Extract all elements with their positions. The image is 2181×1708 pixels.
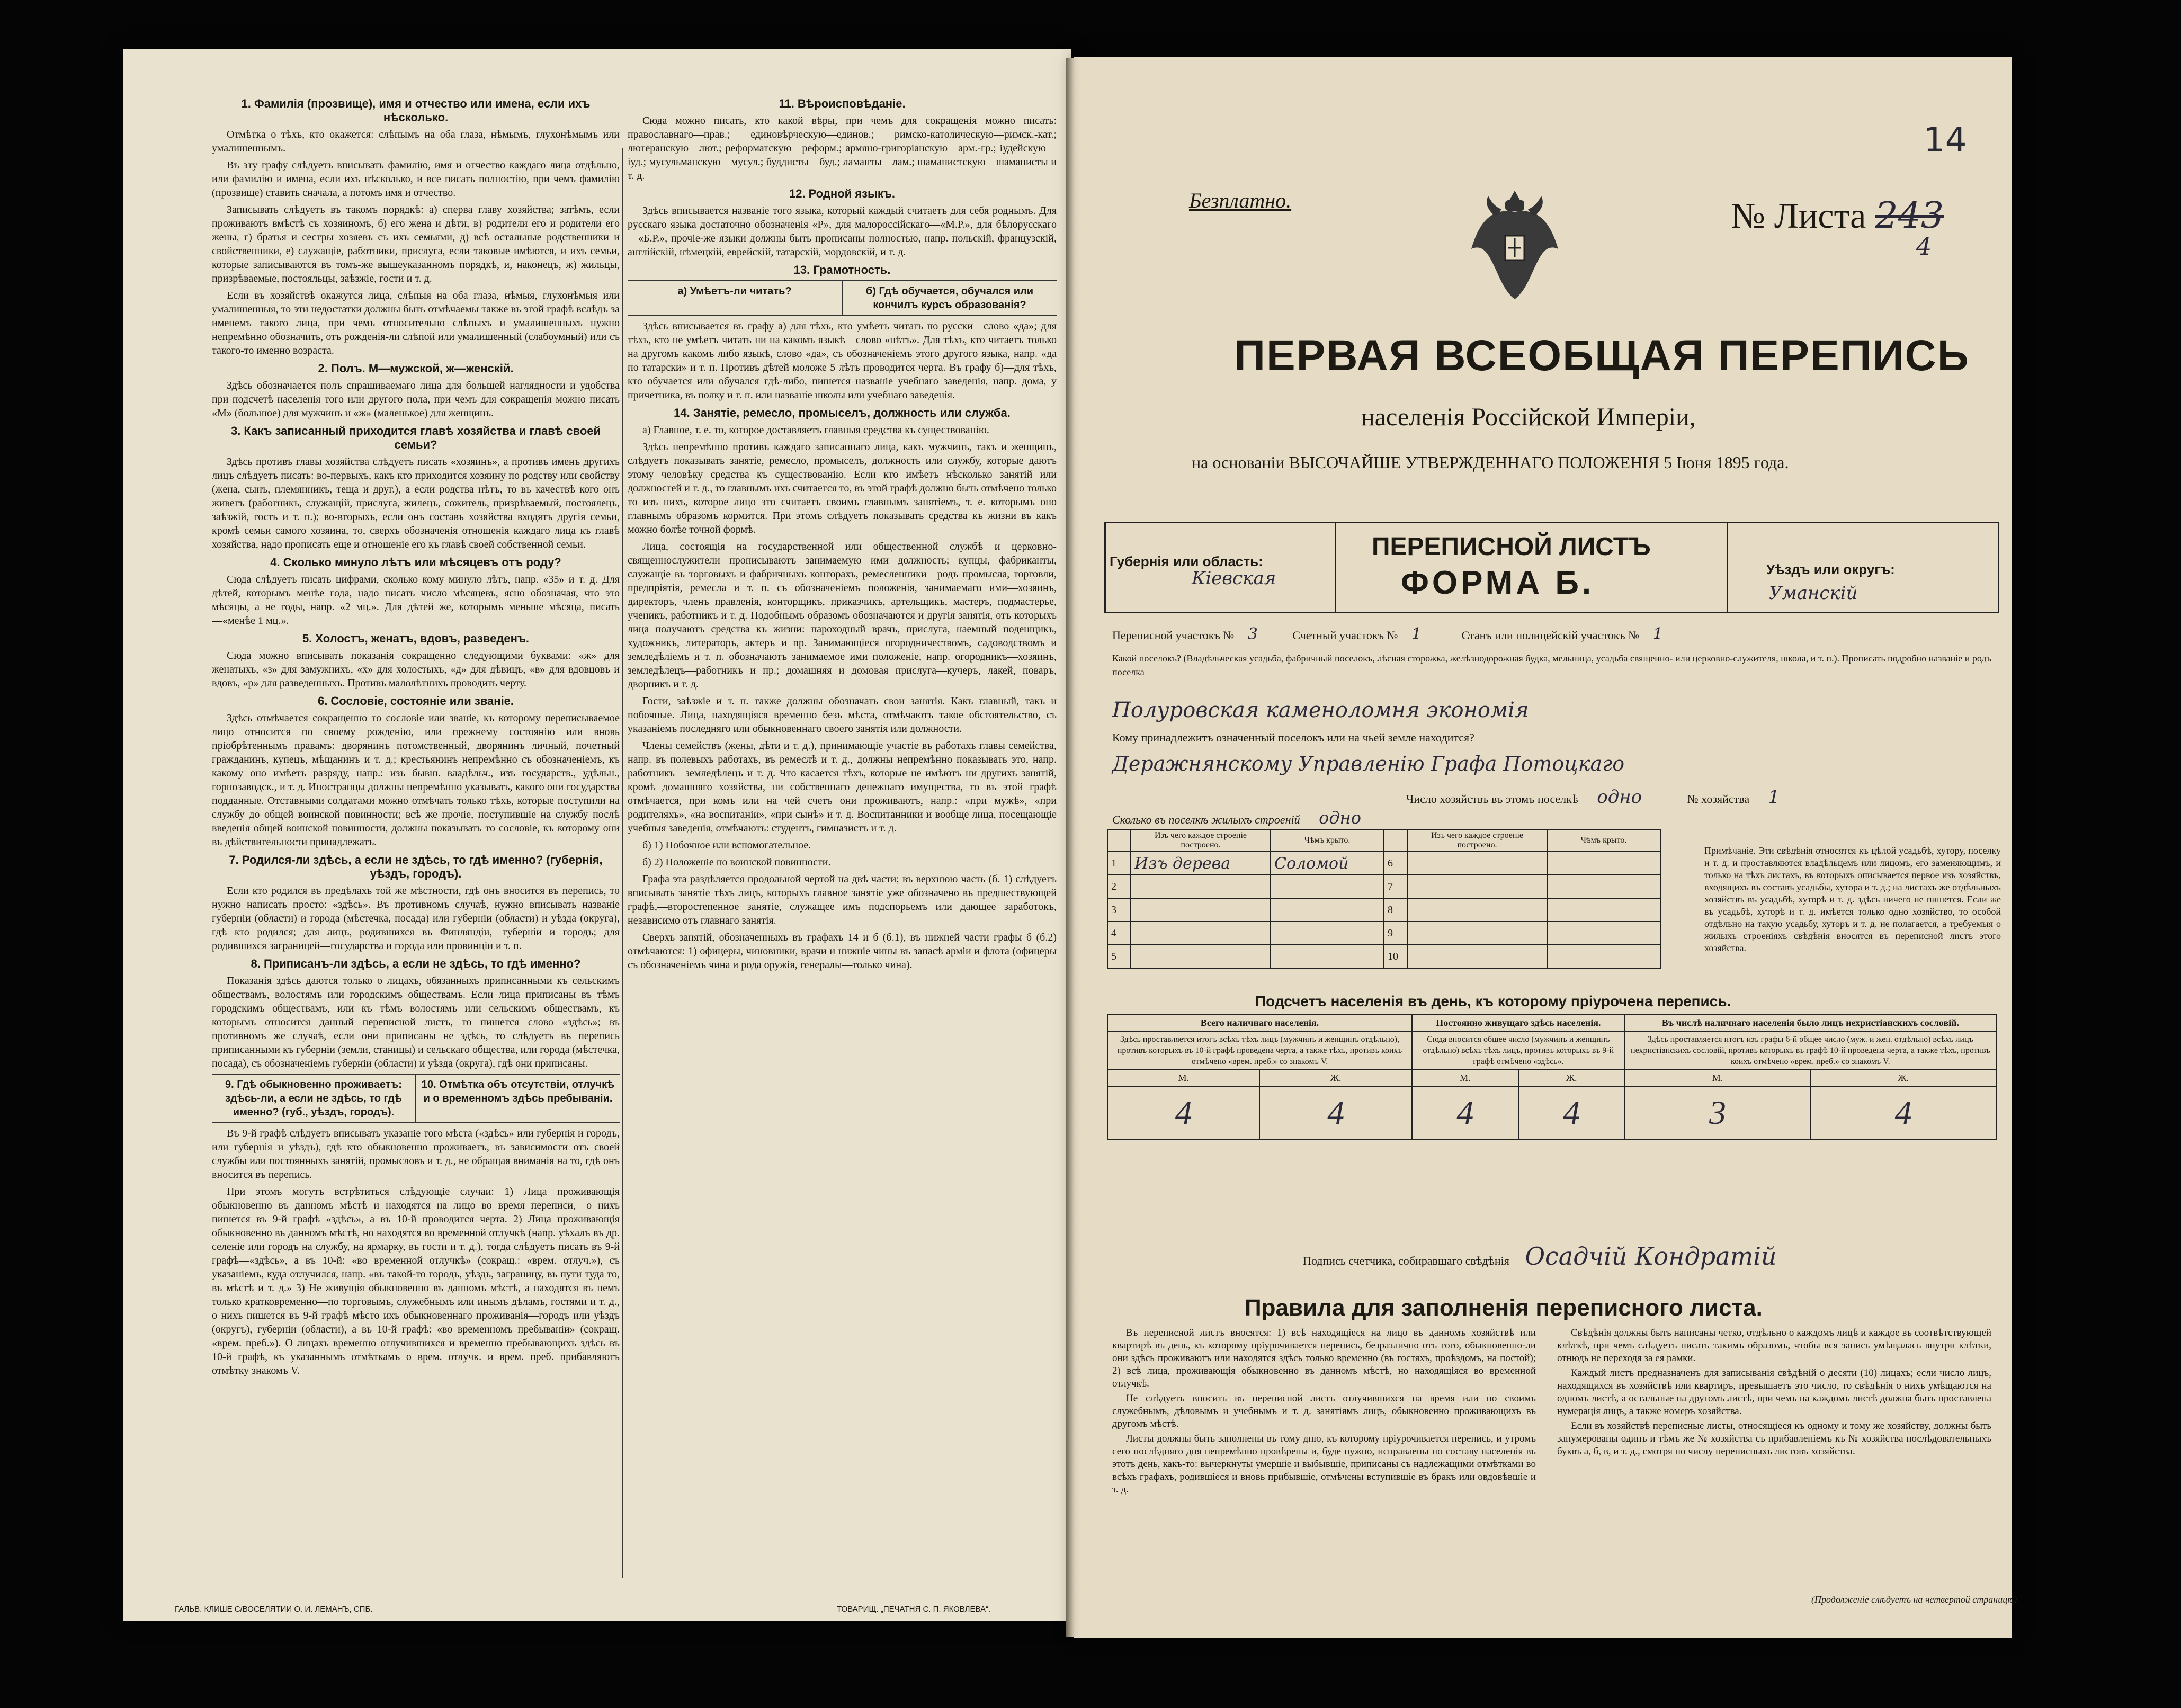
count-female-label: Ж. [1810, 1070, 1996, 1086]
paragraph: б) 1) Побочное или вспомогательное. [642, 839, 811, 851]
enumerator-signature: Осадчій Кондратій [1525, 1242, 1777, 1271]
census-title: ПЕРВАЯ ВСЕОБЩАЯ ПЕРЕПИСЬ [1234, 332, 1970, 380]
count-male-label: М. [1625, 1070, 1811, 1086]
uezd-label: Уѣздъ или округъ: [1766, 561, 1895, 577]
household-number-label: № хозяйства [1687, 792, 1750, 806]
section-heading: 6. Сословіе, состояніе или званіе. [317, 694, 514, 708]
paragraph: а) Главное, т. е. то, которое доставляетъ главныя средства къ существованію. [642, 424, 989, 436]
header-box-left [1104, 522, 1106, 613]
row-number: 6 [1384, 852, 1407, 875]
header-box-top [1104, 522, 1999, 523]
build-col-roof-2: Чѣмъ крыто. [1547, 829, 1660, 852]
paragraph: Въ эту графу слѣдуетъ вписывать фамилію, имя и отчество каждаго лица отдѣльно, или фамилію и имена, если ихъ нѣсколько, и все писать полностію, при чемъ фамилію (прозвище) ставить сначала, а потомъ имя и отчество. [212, 159, 620, 199]
paragraph: Здѣсь противъ главы хозяйства слѣдуетъ писать «хозяинъ», а противъ именъ другихъ лицъ слѣдуетъ писать: во-первыхъ, какъ кто приходится хозяину по родству или свойству (жена, сынъ, племянникъ, теща и друг.), а если родства нѣтъ, то въ качествѣ кого онъ живетъ (работникъ, служащій, прислуга, жилецъ, сожитель, призрѣваемый, постоялецъ, заѣзжій, гость и т. п.); во-вторыхъ, если онъ составъ хозяйства входятъ другія семьи, кромѣ семьи самого хозяина, то, сверхъ обозначенія отношенія каждаго лица къ главѣ хозяйства, надо прописать еще и отношеніе его къ главѣ своей собственной семьи. [212, 456, 620, 550]
paragraph: Записывать слѣдуетъ въ такомъ порядкѣ: а) сперва главу хозяйства; затѣмъ, если проживаютъ вмѣстѣ съ хозяиномъ, б) его жена и дѣти, в) родители его и родители его жены, г) братья и сестры хозяевъ съ ихъ семьями, д) всѣ остальные родственники и свойственники, е) служащіе, работники, прислуга, если таковые имѣются, и ихъ семьи, которые записываются въ томъ-же вышеуказанномъ порядкѣ, и, наконецъ, ж) жильцы, призрѣваемые, постояльцы, заѣзжіе, гости и т. д. [212, 204, 620, 284]
rule-paragraph: Листы должны быть заполнены въ тому дню, къ которому пріурочивается перепись, и утромъ сего послѣдняго дня непремѣнно провѣрены и, буде нужно, исправлены по составу населенія въ этотъ день, какъ-то: вычеркнуты умершіе и выбывшіе, приписаны съ надлежащими отмѣтками во всѣхъ графахъ, родившіеся и вновь прибывшіе, отмѣчены вступившіе въ бракъ или овдовѣвшіе и т. д. [1112, 1433, 1536, 1495]
rule-paragraph: Если въ хозяйствѣ переписные листы, относящіеся къ одному и тому же хозяйству, должны быть занумерованы одинъ и тѣмъ же № хозяйства съ прибавленіемъ къ № хозяйства послѣдовательныхъ буквъ а, б, в, и т. д., смотря по числу переписныхъ листовъ хозяйства. [1557, 1420, 1991, 1457]
paragraph: Если въ хозяйствѣ окажутся лица, слѣпыя на оба глаза, нѣмыя, глухонѣмыя или умалишенныя, то эти недостатки должны быть отмѣчаемы также въ этой графѣ вслѣдъ за именемъ такого лица, при чемъ относительно слѣпыхъ и умалишенныхъ нужно непремѣнно обозначить, отъ рожденія-ли слѣпой или умалишенный (слабоумный) или съ такого-то именно возраста. [212, 290, 620, 356]
paragraph: При этомъ могутъ встрѣтиться слѣдующіе случаи: 1) Лица проживающія обыкновенно въ данномъ мѣстѣ и находятся на лицо во время переписи,—о нихъ пишется въ 9-й графѣ «здѣсь», а въ 10-й проводится черта. 2) Лица проживающія обыкновенно въ данномъ мѣстѣ, но находятся во временной отлучкѣ (напр. уѣхалъ въ др. селеніе или городъ на службу, на ярмарку, въ гости и т. д.), тогда слѣдуетъ писать въ 9-й графѣ—«здѣсь», а въ 10-й: «во временной отлучкѣ» (сокращ.: «врем. отлуч.»), съ указаніемъ, куда отлучился, напр. «въ такой-то городъ, уѣздъ, заграницу, въ пути туда то, въ мѣстѣ и т. д.» 3) Не живущія обыкновенно въ данномъ мѣстѣ, а находятся въ немъ только кратковременно—по торговымъ, служебнымъ или инымъ дѣламъ, гостями и т. д., о нихъ пишется въ 9-й графѣ мѣсто ихъ обыкновеннаго проживанія—городъ или уѣздъ (округъ), губерніи (области), а въ 10-й графѣ: «во временномъ пребываніи» (сокращ. «врем. преб.»). О лицахъ временно отлучившихся и временно пребывающихъ здѣсь въ 10-й графѣ, къ указаннымъ отмѣткамъ о врем. отлучк. и врем. преб. прибавляютъ отмѣтку знакомъ V. [212, 1186, 620, 1376]
item-10-heading: 10. Отмѣтка объ отсутствіи, отлучкѣ и о временномъ здѣсь пребываніи. [415, 1075, 620, 1122]
census-subtitle: населенія Россійской Имперіи, [1361, 403, 1696, 431]
paragraph: Въ 9-й графѣ слѣдуетъ вписывать указаніе того мѣста («здѣсь» или губернія и городъ, или губернія и уѣздъ), гдѣ кто обыкновенно проживаетъ, въ зависимости отъ своей службы или постоянныхъ занятій, промысловъ и т. д., не обращая вниманія на то, гдѣ онъ вносится въ перепись. [212, 1128, 620, 1181]
count-male-label: М. [1412, 1070, 1518, 1086]
build-col-material-2: Изъ чего каждое строеніе построено. [1407, 829, 1547, 852]
row-number: 7 [1384, 875, 1407, 898]
sheet-number [1731, 195, 1944, 237]
section-heading: 7. Родился-ли здѣсь, а если не здѣсь, то гдѣ именно? (губернія, уѣздъ, городъ). [229, 853, 603, 880]
building-material: Изъ дерева [1131, 852, 1271, 875]
count-value: 3 [1625, 1086, 1811, 1139]
paragraph: Здѣсь вписывается названіе того языка, который каждый считаетъ для себя роднымъ. Для русскаго языка достаточно обозначенія «Р», для малороссійскаго—«М.Р.», для бѣлорусскаго—«Б.Р.», прочіе-же языки должны быть прописаны полностью, напр. польскій, французскій, англійскій, нѣмецкій, еврейскій, татарскій, мордовскій, и т. д. [628, 205, 1057, 258]
paragraph: Сверхъ занятій, обозначенныхъ въ графахъ 14 и б (б.1), въ нижней части графы б (б.2) отмѣчаются: 1) офицеры, чиновники, врачи и нижніе чины въ запасѣ арміи и флота (офицеры съ обозначеніемъ чина и рода оружія, генералы—только чина). [628, 932, 1057, 971]
rule-paragraph: Каждый листъ предназначенъ для записыванія свѣдѣній о десяти (10) лицахъ; если число лицъ, находящихся въ хозяйствѣ или квартиръ, превышаетъ это число, то свѣдѣнія о нихъ умѣщаются на одномъ листѣ, а остальные на другомъ листѣ, при чемъ на каждомъ листѣ должна быть проставлена нумерація лицъ, а также номеръ хозяйства. [1557, 1367, 1991, 1417]
count-value: 4 [1412, 1086, 1518, 1139]
paragraph: Гости, заѣзжіе и т. п. также должны обозначать свои занятія. Какъ главный, такъ и побочные. Лица, находящіяся временно безъ мѣста, отмѣчаютъ такое обстоятельство, съ указаніемъ последняго или обыкновеннаго своего занятія или должности. [628, 695, 1057, 735]
paragraph: Члены семействъ (жены, дѣти и т. д.), принимающіе участіе въ работахъ главы семейства, напр. въ полевыхъ работахъ, въ ремеслѣ и т. д., должны непремѣнно показывать это, напр. работникъ—земледѣлецъ и т. д. Что касается тѣхъ, которые не имѣютъ ни другихъ занятій, кромѣ домашняго хозяйства, ни собственнаго денежнаго имущества, то въ этой графѣ отмѣчается, при комъ или на чей счетъ они проживаютъ, напр.: «при мужѣ», «при родителяхъ», «на воспитаніи», «при сынѣ» и т. д. Воспитанники и вообще лица, посещающіе учебныя заведенія, отмѣчаютъ: студентъ, гимназистъ и т. д. [628, 740, 1057, 834]
paragraph: б) 2) Положеніе по воинской повинности. [642, 856, 831, 868]
table-row [1107, 898, 1660, 922]
rules-continued: (Продолженіе слѣдуетъ на четвертой страницѣ). [1811, 1594, 2019, 1605]
uezd-value: Уманскій [1769, 583, 1858, 604]
owner-value: Деражнянскому Управленію Графа Потоцкаго [1112, 752, 1625, 775]
population-count-table [1107, 1014, 1997, 1140]
sheet-type-title: ПЕРЕПИСНОЙ ЛИСТЪ [1372, 533, 1651, 561]
buildings-label: Сколько въ поселкѣ жилыхъ строеній [1112, 813, 1300, 826]
count-male-label: М. [1107, 1070, 1259, 1086]
count-desc-permanent: Сюда вносится общее число (мужчинъ и женщинъ отдѣльно) всѣхъ тѣхъ лицъ, противъ которыхъ въ 9-й графѣ отмѣчено «здѣсь». [1412, 1031, 1625, 1070]
buildings-table [1107, 829, 1661, 969]
header-box-divider-1 [1335, 522, 1336, 613]
census-district-label: Переписной участокъ № [1112, 629, 1235, 642]
rules-column-1 [1112, 1327, 1536, 1498]
count-desc-present: Здѣсь проставляется итогъ всѣхъ тѣхъ лицъ (мужчинъ и женщинъ отдѣльно), противъ которыхъ въ 10-й графѣ проведена черта, а также тѣхъ, противъ коихъ отмѣчено «врем. преб.» со знакомъ V. [1107, 1031, 1412, 1070]
table-row [1107, 945, 1660, 968]
column-divider [622, 148, 623, 1578]
settlement-question: Какой поселокъ? (Владѣльческая усадьба, фабричный поселокъ, лѣсная сторожка, желѣзнодорожная будка, мельница, усадьба священно- или церковно-служителя, школа, и т. п.). Прописать подробно названіе и родъ поселка [1112, 653, 1991, 677]
section-heading: 12. Родной языкъ. [789, 187, 896, 200]
printer-note-right: ТОВАРИЩ. „ПЕЧАТНЯ С. П. ЯКОВЛЕВА“. [837, 1605, 991, 1614]
count-desc-non-christian: Здѣсь проставляется итогъ изъ графы 6-й общее число (муж. и жен. отдѣльно) всѣхъ лицъ нехристіанскихъ сословій, противъ которыхъ въ графѣ 10-й проведена черта, а также тѣхъ, противъ коихъ отмѣчено «врем. преб.» со знакомъ V. [1625, 1031, 1996, 1070]
row-number: 9 [1384, 922, 1407, 945]
count-female-label: Ж. [1259, 1070, 1412, 1086]
guberniya-label: Губернія или область: [1110, 553, 1263, 569]
section-heading: 1. Фамилія (прозвище), имя и отчество или имена, если ихъ нѣсколько. [241, 97, 591, 124]
count-district-label: Счетный участокъ № [1292, 629, 1398, 642]
section-heading: 5. Холостъ, женатъ, вдовъ, разведенъ. [302, 632, 530, 645]
page-fold [1066, 58, 1080, 1637]
literacy-school-heading: б) Гдѣ обучается, обучался или кончилъ курсъ образованія? [842, 281, 1057, 315]
row-number: 5 [1107, 945, 1131, 968]
imperial-eagle-emblem [1467, 185, 1562, 307]
instructions-column-1 [212, 93, 620, 1381]
police-district-label: Станъ или полицейскій участокъ № [1461, 629, 1640, 642]
archive-page-number: 14 [1924, 121, 1967, 160]
signature-label: Подпись счетчика, собиравшаго свѣдѣнія [1303, 1254, 1509, 1267]
census-basis: на основаніи ВЫСОЧАЙШЕ УТВЕРЖДЕННАГО ПОЛОЖЕНІЯ 5 Іюня 1895 года. [1192, 453, 1789, 472]
count-value: 4 [1810, 1086, 1996, 1139]
paragraph: Показанія здѣсь даются только о лицахъ, обязанныхъ приписанными къ сельскимъ обществамъ, волостямъ или городскимъ обществамъ. Если лица приписаны въ тѣмъ городскимъ обществамъ, или къ тѣмъ волостямъ или сельскимъ обществамъ, къ которымъ относится данный переписной листъ, то пишется слово «здѣсь»; въ противномъ же случаѣ, если они приписаны не здѣсь, то слѣдуетъ въ перепись приписанными къ губерніи (земли, станицы) и сельскаго общества, или города (мѣстечка, посада), съ обозначеніемъ губерніи (области) и уѣзда (округа), гдѣ они приписаны. [212, 975, 620, 1069]
item-9-heading: 9. Гдѣ обыкновенно проживаетъ: здѣсь-ли, а если не здѣсь, то гдѣ именно? (губ., уѣздъ, городъ). [225, 1079, 402, 1118]
free-label: Безплатно. [1189, 189, 1292, 212]
owner-question: Кому принадлежитъ означенный поселокъ или на чьей земле находится? [1112, 731, 1474, 744]
sheet-number-label: № Листа [1731, 195, 1866, 236]
paragraph: Сюда слѣдуетъ писать цифрами, сколько кому минуло лѣтъ, напр. «35» и т. д. Для дѣтей, которымъ менѣе года, надо писать число мѣсяцевъ, ясно обозначая, что это мѣсяцы, а не годы, напр. «2 мц.». Для дѣтей же, которымъ меньше мѣсяца, писать—«менѣе 1 мц.». [212, 574, 620, 627]
form-label: ФОРМА Б. [1401, 565, 1595, 601]
household-number-value: 1 [1768, 786, 1780, 808]
section-heading: 13. Грамотность. [793, 263, 891, 276]
printer-note-left: ГАЛЬВ. КЛИШЕ С/ВОСЕЛЯТИИ О. И. ЛЕМАНЪ, СПБ. [175, 1605, 373, 1614]
paragraph: Сюда можно писать, кто какой вѣры, при чемъ для сокращенія можно писать: православнаго—прав.; единовѣрческую—единов.; римско-католическую—римск.-кат.; лютеранскую—лют.; реформатскую—реформ.; армяно-григоріанскую—арм.-гр.; іудейскую—іуд.; мусульманскую—мусул.; буддисты—буд.; ламанты—лам.; шаманистскую—шаманисты и т. д. [628, 115, 1057, 182]
row-number: 1 [1107, 852, 1131, 875]
header-box-divider-2 [1727, 522, 1728, 613]
table-row [1107, 922, 1660, 945]
count-col-non-christian: Въ числѣ наличнаго населенія было лицъ нехристіанскихъ сословій. [1625, 1015, 1996, 1031]
sheet-number-correction: 4 [1916, 232, 1932, 261]
section-heading: 4. Сколько минуло лѣтъ или мѣсяцевъ отъ роду? [270, 556, 561, 569]
households-value: одно [1597, 786, 1642, 808]
instructions-column-2 [628, 93, 1057, 975]
count-value: 4 [1259, 1086, 1412, 1139]
rules-title: Правила для заполненія переписного листа. [1245, 1295, 1763, 1321]
build-col-material: Изъ чего каждое строеніе построено. [1131, 829, 1271, 852]
section-heading: 3. Какъ записанный приходится главѣ хозяйства и главѣ своей семьи? [230, 424, 601, 451]
literacy-read-heading: а) Умѣетъ-ли читать? [677, 285, 792, 297]
paragraph: Здѣсь вписывается въ графу а) для тѣхъ, кто умѣетъ читать по русски—слово «да»; для тѣхъ, кто не умѣетъ читать ни на какомъ языкѣ—слово «нѣтъ». Для тѣхъ, кто читаетъ только на другомъ какомъ либо языкѣ, слово «да», съ обозначеніемъ этого другого языка, напр. «да по татарски» и т. п. Противъ дѣтей моложе 5 лѣтъ проводится черта. Въ графу б)—для тѣхъ, кто обучается или обучался гдѣ-либо, пишется названіе учебнаго заведенія, напр. дома, у причетника, въ полку и т. п. или названіе школы или учебнаго заведенія. [628, 320, 1057, 401]
paragraph: Здѣсь отмѣчается сокращенно то сословіе или званіе, къ которому переписываемое лицо относится по своему рожденію, или прежнему состоянію или вновь пріобрѣтеннымъ правамъ: дворянинъ потомственный, дворянинъ личный, почетный гражданинъ, купецъ, мѣщанинъ и т. д.; крестьянинъ непремѣнно съ обозначеніемъ, къ какому оно имѣетъ разряду, напр.: изъ бывш. владѣльч., изъ государств., удѣльн., горнозаводск., и т. д. Иностранцы должны непремѣнно указывать, какого они государства подданные. Отставными солдатами можно отмѣчать только тѣхъ, которые поступили на службу до общей воинской повинности; всѣ же прочіе, поступившіе на службу послѣ введенія общей воинской повинности, должны показывать то сословіе, къ которому они въ дѣйствительности принадлежатъ. [212, 712, 620, 848]
district-line [1112, 625, 1991, 643]
row-number: 2 [1107, 875, 1131, 898]
police-district-value: 1 [1652, 625, 1663, 643]
build-col-roof: Чѣмъ крыто. [1271, 829, 1384, 852]
households-label: Число хозяйствъ въ этомъ поселкѣ [1406, 792, 1578, 806]
population-count-title: Подсчетъ населенія въ день, къ которому пріурочена перепись. [1255, 993, 1731, 1009]
paragraph: Здѣсь обозначается полъ спрашиваемаго лица для большей наглядности и удобства при подсчетѣ населенія того или другого пола, при чемъ для сокращенія можно писать «М» (большое) для мужчинъ и «ж» (маленькое) для женщинъ. [212, 380, 620, 419]
literacy-header [628, 280, 1057, 316]
row-number: 10 [1384, 945, 1407, 968]
section-heading: 2. Полъ. М—мужской, ж—женскій. [318, 362, 514, 375]
census-district-value: 3 [1247, 625, 1258, 643]
buildings-note: Примѣчаніе. Эти свѣдѣнія относятся къ цѣлой усадьбѣ, хутору, поселку и т. д. и проставляются владѣльцемъ или лицомъ, его заменяющимъ, и только на тѣхъ листахъ, въ которыхъ описывается первое изъ хозяйствъ, входящихъ въ составъ усадьбы, хутора и т. д.; на листахъ же отдѣльныхъ хозяйствъ въ усадьбѣ, хуторѣ и т. д. здѣсь ничего не пишется. Если же въ усадьбѣ, хуторѣ и т. д. имѣется только одно хозяйство, то особой отдѣльно на такую усадьбу, хуторъ и т. д. не полагается, а требуемыя о жилыхъ строеніяхъ свѣдѣнія вносятся въ переписной листъ этого хозяйства. [1704, 845, 2001, 953]
paragraph: Лица, состоящія на государственной или общественной службѣ и церковно-священнослужители прописываютъ занимаемую ими должность; купцы, фабриканты, служащіе въ торговыхъ и фабричныхъ конторахъ, ремесленники—родъ промысла, торговли, предпріятія, ремесла и т. п. съ обозначеніемъ положенія, занимаемаго ими—хозяинъ, директоръ, членъ правленія, конторщикъ, приказчикъ, артельщикъ, мастеръ, подмастерье, ученикъ, работникъ и т. д. Подобнымъ образомъ обозначаются и другія занятія, отъ которыхъ лица получаютъ средства къ жизни: пароходный врачъ, прислуга, наемный поденщикъ, художникъ, литераторъ, актеръ и пр. Занимающіеся огородничествомъ, садоводствомъ и земледѣліемъ и т. п. обозначаютъ занимаемое ими положеніе, напр. огородникъ—хозяинъ, земледѣлецъ—работникъ и пр.; домашняя и домовая прислуга—кучеръ, лакей, поваръ, дворникъ и т. д. [628, 541, 1057, 690]
section-heading: 11. Вѣроисповѣданіе. [779, 97, 906, 110]
items-9-10-header [212, 1074, 620, 1123]
paragraph: Сюда можно вписывать показанія сокращенно следующими буквами: «ж» для женатыхъ, «з» для замужнихъ, «х» для холостыхъ, «д» для дѣвицъ, «в» для вдовцовъ и вдовъ, «р» для разведенныхъ. Противъ малолѣтнихъ проводить черту. [212, 650, 620, 689]
section-heading: 14. Занятіе, ремесло, промыселъ, должность или служба. [674, 406, 1011, 419]
settlement-value: Полуровская каменоломня экономія [1112, 698, 1529, 722]
count-col-permanent: Постоянно живущаго здѣсь населенія. [1412, 1015, 1625, 1031]
buildings-line [1112, 808, 1361, 828]
header-box-right [1998, 522, 1999, 613]
count-col-present: Всего наличнаго населенія. [1107, 1015, 1412, 1031]
households-line [1406, 786, 1780, 808]
row-number: 3 [1107, 898, 1131, 922]
building-roof: Соломой [1271, 852, 1384, 875]
count-value: 4 [1107, 1086, 1259, 1139]
row-number: 8 [1384, 898, 1407, 922]
rule-paragraph: Не слѣдуетъ вносить въ переписной листъ отлучившихся на время или по своимъ служебнымъ, дѣловымъ и учебнымъ и т. д. занятіямъ лицъ, обыкновенно проживающихъ въ другомъ мѣстѣ. [1112, 1393, 1536, 1429]
table-row [1107, 875, 1660, 898]
paragraph: Графа эта раздѣляется продольной чертой на двѣ части; въ верхнюю часть (б. 1) слѣдуетъ вписывать занятіе тѣхъ лицъ, которыхъ главное занятіе уже обозначено въ предшествующей графѣ,—второстепенное занятіе, служащее имъ подспорьемъ или дающее заработокъ, независимо отъ главнаго занятія. [628, 873, 1057, 926]
header-box-bottom [1104, 612, 1999, 613]
guberniya-value: Кіевская [1192, 568, 1276, 589]
paragraph: Здѣсь непремѣнно противъ каждаго записаннаго лица, какъ мужчинъ, такъ и женщинъ, слѣдуетъ показывать занятіе, ремесло, промыселъ, должность или службу, которые даютъ этому человѣку средства къ существованію. Если кто имѣетъ нѣсколько занятій или должностей и т. д., то главнымъ ихъ считается то, въ этой графѣ должно быть отмѣчено только то изъ нихъ, которое лицо это считаетъ своимъ главнымъ занятіемъ, т. е. которымъ оно главнымъ образомъ кормится. При этомъ слѣдуетъ показывать средства къ жизни въ какъ можно болѣе точной формѣ. [628, 441, 1057, 535]
paragraph: Отмѣтка о тѣхъ, кто окажется: слѣпымъ на оба глаза, нѣмымъ, глухонѣмымъ или умалишеннымъ. [212, 129, 620, 154]
section-heading: 8. Приписанъ-ли здѣсь, а если не здѣсь, то гдѣ именно? [251, 957, 581, 970]
count-value: 4 [1518, 1086, 1625, 1139]
rules-column-2 [1557, 1327, 1991, 1460]
buildings-value: одно [1319, 808, 1361, 828]
count-female-label: Ж. [1518, 1070, 1625, 1086]
rule-paragraph: Свѣдѣнія должны быть написаны четко, отдѣльно о каждомъ лицѣ и каждое въ соотвѣтствующей клѣткѣ, при чемъ слѣдуетъ писать такимъ образомъ, чтобы вся запись умѣщалась внутри клѣтки, отнюдь не переходя за ея рамки. [1557, 1327, 1991, 1364]
paragraph: Если кто родился въ предѣлахъ той же мѣстности, гдѣ онъ вносится въ перепись, то нужно написать просто: «здѣсь». Въ противномъ случаѣ, нужно вписывать названіе губерніи (области) и города (мѣстечка, посада) или губерніи (области) и уѣзда (округа), гдѣ кто родился; для лицъ, родившихся въ Финляндіи,—губерніи и городъ; для родившихся заграницей—государства и города или провинціи и т. п. [212, 885, 620, 952]
table-row [1107, 852, 1660, 875]
rule-paragraph: Въ переписной листъ вносятся: 1) всѣ находящіеся на лицо въ данномъ хозяйствѣ или квартирѣ въ день, къ которому пріурочивается перепись, безразлично отъ того, обыкновенно-ли они здѣсь проживаютъ или находятся здѣсь только временно (въ гостяхъ, проѣздомъ, на постой); 2) всѣ лица, проживающія обыкновенно въ данномъ мѣстѣ, но находящіяся во временной отлучкѣ. [1112, 1327, 1536, 1389]
sheet-number-value: 243 [1875, 195, 1944, 237]
count-district-value: 1 [1411, 625, 1422, 643]
signature-line [1303, 1242, 1777, 1271]
row-number: 4 [1107, 922, 1131, 945]
